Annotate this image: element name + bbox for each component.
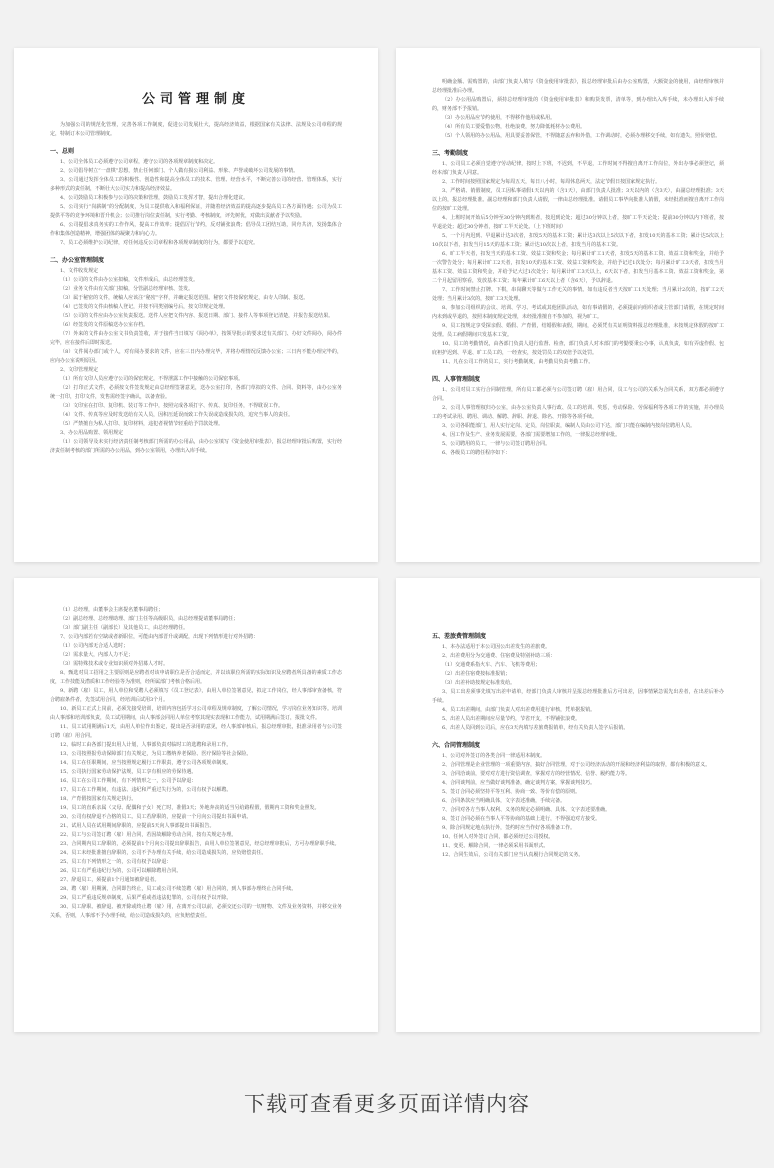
- list-item: 21、试用人员在试用期间辞职的，应提前5天向人事部提出书面报告。: [60, 823, 215, 829]
- download-caption[interactable]: 下载可查看更多页面详情内容: [244, 1092, 530, 1116]
- contract-rules-list: [432, 752, 724, 860]
- list-item: 1、公司员工必须自觉遵守劳动纪律，按时上下班，不迟到，不早退，工作时间不得擅自离开工作岗位，外出办事必须登记，须经本部门负责人同意。: [432, 161, 724, 176]
- list-item: 1、公司对员工实行合同制管理，所有员工都必须与公司签订聘（雇）用合同，员工与公司的关系为合同关系，双方都必须遵守合同。: [432, 387, 724, 402]
- list-item: 6、旷工半天者，扣发当天的基本工资、效益工资和奖金；每月累计旷工1天者，扣发5天的基本工资、效益工资和奖金，并给予一次警告处分；每月累计旷工2天者，扣发10天的基本工资、效益工资和奖金，并给予记过1次处分；每月累计旷工3天者，扣发当月基本工资、效益工资和奖金，并给予记大过1次处分；每月累计旷工3天以上，6天以下者，扣发当月基本工资、效益工资和奖金，第二个月起留用察看，发放基本工资；每年累计旷工6天以上者（含6天），予以辞退。: [432, 251, 724, 284]
- document-page-4: [396, 578, 760, 1032]
- list-item: 4、公司鼓励员工积极参与公司的决策和管理，鼓励员工发挥才智，提出合理化建议。: [60, 195, 249, 201]
- list-item: （2）出差住宿费按标准报销；: [442, 671, 511, 677]
- list-item: 2、合同管理是企业管理的一项重要内容，搞好合同管理，对于公司经济活动的开展和经济利益的取得，都有积极的意义。: [442, 762, 711, 768]
- list-item: 9、员工按规定享受探亲假、婚假、产育假，结婚假和丧假，期间，必须凭有关证明资料报总经理批准，未按规定休假的按旷工处理。员工病假期间只发基本工资。: [432, 323, 724, 338]
- section-heading-attendance: 三、考勤制度: [432, 150, 469, 157]
- list-item: 26、员工有严重违纪行为的，公司可以解除聘用合同。: [60, 868, 182, 874]
- list-item: 2、公司倡导树立“一盘棋”思想，禁止任何部门、个人做有损公司利益、形象、声誉或破坏公司发展的事情。: [60, 168, 299, 174]
- list-item: 6、公司提倡求真务实的工作作风，提高工作效率；提倡厉行节约，反对铺张浪费；倡导员工团结互助，同舟共济，发扬集体合作和集体创造精神，增强团体的凝聚力和向心力。: [50, 222, 342, 237]
- list-item: 8、签订合同必须在当事人平等协商的基础上进行，不得强迫对方接受。: [442, 816, 601, 822]
- list-item: 6、出差人员回到公司后，应在3天内填写差旅费报销单，经有关负责人签字后报销。: [442, 725, 629, 731]
- document-title: 公司管理制度: [141, 92, 250, 107]
- list-item: 9、除合同规定地点执行外，签约时应当作好各项准备工作。: [442, 825, 576, 831]
- document-page-3: [14, 578, 378, 1032]
- section-heading-office: 二、办公室管理制度: [50, 257, 105, 264]
- list-item: （2）副总经理、总经理助理、部门主任等高级职员，由总经理提请董事局聘任；: [60, 616, 239, 622]
- list-item: 5、出差人员出差期间应尽量节约，节省开支，不得铺张浪费。: [442, 716, 581, 722]
- list-item: 11、员工试用期满后1天，由用人单位作出鉴定，提出是否录用的意见，经人事部审核后，报总经理审批，批准录用者与公司签订聘（雇）用合同。: [50, 724, 342, 739]
- list-item: 22、员工与公司签订聘（雇）用合同，若因故解除劳动合同，按有关规定办理。: [60, 832, 237, 838]
- document-page-2: [396, 48, 760, 562]
- list-item: 12、临时工由各部门提出用人计划，人事部负责对临时工的选聘和录用工作。: [60, 742, 232, 748]
- list-item: 23、合同期内员工辞职的，必须提前1个月向公司提出辞职报告，由用人单位签署意见，经总经理审批后，方可办理辞职手续。: [60, 841, 340, 847]
- list-item: 明确金额、需购置的，由部门负责人填写《资金使用审批表》，报总经理审批后由办公室购置，大额资金的使用，由经理审核并总经理批准后办理。: [432, 79, 724, 94]
- list-item: （1）公司领导及未实行经济责任制考核部门所需的办公用品，由办公室填写《资金使用审批表》，报总经理审批后购置，实行经济责任制考核的部门所需的办公用品，到办公室领用，办理出入库手续。: [50, 439, 342, 454]
- subsection-heading: 1、文件收发规定: [60, 268, 99, 274]
- list-item: （3）文印室在打印、复印机、装订等工作中，按照完成各项打字、传真、复印任务，不得耽误工作。: [60, 403, 284, 409]
- general-provisions-list: [50, 158, 342, 248]
- list-item: 4、因工作及生产、业务发展需要，各部门需要增加工作的，一律报总经理审批。: [442, 432, 621, 438]
- list-item: （6）经签发的文件原稿送办公室存档。: [60, 322, 149, 328]
- list-item: （4）已签发的文件由核稿人登记，并按不同类别编号后，按文印规定处理。: [60, 304, 229, 310]
- list-item: 1、本办法适用于本公司因公出差发生的差旅费。: [442, 644, 551, 650]
- list-item: （1）所有文印人员应遵守公司的保密规定，不得泄露工作中接触的公司保密事项。: [60, 376, 244, 382]
- list-item: 12、合同生效后，公司有关部门应当认真履行合同规定的义务。: [442, 852, 584, 858]
- list-item: （3）属于秘密的文件，统稿人应该注“秘密”字样，并确定报送范围。秘密文件按保密规定，由专人印制、报送。: [60, 295, 309, 301]
- list-item: （2）业务文件由有关部门拟稿，分管副总经理审核、签发。: [60, 286, 194, 292]
- list-item: 25、员工有下列情形之一的，公司有权予以辞退：: [60, 859, 172, 865]
- list-item: （3）需特殊技术或专业知识须对外招募人才时。: [60, 661, 169, 667]
- list-item: 6、合同条款应当明确具体，文字表述准确，手续完备。: [442, 798, 566, 804]
- list-item: （2）办公用品购置后，须持总经理审批的《资金使用审批表》和购货发票，清单等，到办理出入库手续，未办理出入库手续的，财务部不予报销。: [432, 97, 724, 112]
- list-item: 4、上班时间开始后5分钟至30分钟内到班者，按迟到论处；超过30分钟以上者，按旷工半天论处；提前30分钟以内下班者，按早退论处；超过30分钟者，按旷工半天论处。（上下班时间）: [432, 215, 724, 230]
- list-item: 10、员工的考勤情况，由各部门负责人进行监督、检查，部门负责人对本部门的考勤要秉公办事，认真负责，如有弄虚作假、包庇袒护迟到、早退、旷工员工的，一经查实，按处罚员工的双倍予以处罚。: [432, 341, 724, 356]
- list-item: 8、参加公司组织的会议、培训、学习、考试或其他团队活动，如有事请假的，必须提前向组织者或主管部门请假，在规定时间内未到或早退的，按照本制度规定处理，未经批准擅自不参加的，视为旷工。: [432, 305, 724, 320]
- list-item: 4、合同谈判前，应当做好谈判准备，确定谈判方案，掌握谈判技巧。: [442, 780, 596, 786]
- list-item: 27、辞退员工，须提前1个月通知被辞退者。: [60, 877, 160, 883]
- list-item: 30、员工辞职、被辞退、被开除或终止聘（雇）用，在离开公司以前，必须交还公司的一切财物、文件及业务资料，并移交业务关系，否则，人事部不予办理手续，给公司造成损失的，应负赔偿责任。: [50, 904, 342, 919]
- list-item: （3）出差补助按规定标准发给。: [442, 680, 516, 686]
- list-item: 17、员工在工作期间，有违法、违纪和严重过失行为的，公司有权予以解聘。: [60, 787, 232, 793]
- list-item: （1）总经理，由董事会主席提名董事局聘任；: [60, 607, 164, 613]
- list-item: 20、公司有权辞退不合格的员工。员工若辞职的，应提前一个月向公司提出书面申请。: [60, 814, 252, 820]
- list-item: 19、员工的直系亲属（父母、配偶和子女）死亡时，准假3天；外地奔丧的适当另给路程假，假期内工资和奖金照发。: [60, 805, 320, 811]
- list-item: 1、公司对外签订的各类合同一律适用本制度。: [442, 753, 546, 759]
- list-item: 5、公司聘用的员工，一律与公司签订聘用合同。: [442, 441, 551, 447]
- intro-paragraph: 为加强公司的规范化管理，完善各项工作制度，促进公司发展壮大，提高经济效益，根据国家有关法律、法规及公司章程的规定，特制订本公司管理制度。: [50, 122, 342, 137]
- list-item: 2、出差费用分为交通费、住宿费及特别补助三项：: [442, 653, 556, 659]
- list-item: 5、一个月内迟到、早退累计达3次者，扣发5天的基本工资；累计达3次以上5次以下者，扣发10天的基本工资；累计达5次以上10次以下者，扣发当月15天的基本工资；累计达10次以上者，扣发当月的基本工资。: [432, 233, 724, 248]
- list-item: 3、严格请、销假制度，员工因私事请假1天以内的（含1天），由部门负责人批准；3天以内的（含3天），由副总经理批准；3天以上的，报总经理批准。副总经理和部门负责人请假，一律由总经理批准。请假员工事毕向批准人销假，未经批准而擅自离开工作岗位的按旷工处理。: [432, 188, 724, 212]
- list-item: 5、签订合同必须坚持平等互利、协商一致、等价有偿的原则。: [442, 789, 581, 795]
- list-item: 10、任何人对外签订合同，都必须经过公司授权。: [442, 834, 554, 840]
- list-item: 7、公司内部若有空缺或者新职位，可能由内部晋升或调配，出现下列情形进行对外招聘：: [60, 634, 259, 640]
- section-heading-contract: 六、合同管理制度: [432, 742, 481, 749]
- list-item: （5）个人领用的办公用品，用具要妥善保管，不得随意丢弃和外借，工作调动时，必须办理移交手续，如有遗失，照价赔偿。: [442, 133, 721, 139]
- personnel-rules-continued-list: [50, 606, 342, 921]
- list-item: （4）文件、传真等应及时发送给有关人员，因积压延误而致工作失误或造成损失的，追究当事人的责任。: [60, 412, 294, 418]
- list-item: 3、公司各职能部门，用人实行定岗、定员，岗位职责，编制人员由公司下达，部门只能在编制内按岗位聘用人员。: [442, 423, 696, 429]
- list-item: 1、公司全体员工必须遵守公司章程，遵守公司的各项规章制度和决定。: [60, 159, 219, 165]
- attendance-rules-list: [432, 160, 724, 367]
- section-heading-travel: 五、差旅费管理制度: [432, 633, 487, 640]
- list-item: 24、员工未经批准擅自辞职的，公司不予办理有关手续，给公司造成损失的，应负赔偿责任。: [60, 850, 267, 856]
- list-item: 16、员工在公司工作期间，有下列情形之一，公司予以辞退：: [60, 778, 197, 784]
- list-item: 4、员工出差期间，由部门负责人对出差费用进行审核，凭单据报销。: [442, 707, 596, 713]
- list-item: 7、合同对各方当事人权利、义务的规定必须明确、具体、文字表述要准确。: [442, 807, 611, 813]
- personnel-rules-list: [432, 386, 724, 458]
- list-item: （7）外来的文件由办公室文书负责签收，并于接件当日填写《阅办单》，按领导批示的要求送有关部门、办好文件阅办，阅办件完毕，应在接件后即时报送。: [50, 331, 342, 346]
- list-item: 5、公司实行“岗薪制”的分配制度，为员工提供收入和福利保证，并随着经济效益的提高逐步提高员工各方面待遇；公司为员工提供平等的竞争环境和晋升机会；公司推行岗位责任制，实行考勤、考核制度，评先树优，对做出贡献者予以奖励。: [50, 204, 342, 219]
- list-item: （1）交通费系指火车、汽车、飞机等费用；: [442, 662, 541, 668]
- list-item: （5）严禁擅自为私人打印、复印材料，违犯者视情节轻重给予罚款处理。: [60, 421, 224, 427]
- list-item: 9、新聘（雇）员工，用人单位和受聘人必须填写《员工登记表》，由用人单位签署意见，拟定工作岗位，经人事部审查备核，符合聘雇条件者，先签试用合同，经培训后试用3个月。: [50, 688, 342, 703]
- list-item: 2、公司人事管理权归办公室，由办公室负责人事行政、员工的培训、奖惩，劳动保险、劳保福利等各项工作的实施，并办理员工的考试录用、聘用、调动、解聘、辞职、辞退、除名、开除等各项手续。: [432, 405, 724, 420]
- list-item: 28、聘（雇）用期满，合同即告终止，员工或公司不续签聘（雇）用合同的，到人事部办理终止合同手续。: [60, 886, 297, 892]
- list-item: （3）办公用品应节约使用，不得移作他用或私用。: [442, 115, 556, 121]
- list-item: 3、办公用品购置、领用规定: [60, 430, 124, 436]
- list-item: 3、员工出差须事先填写出差申请单，经部门负责人审核并呈报总经理批准后方可出差，因事情紧急需先出差者，在出差后补办手续。: [432, 689, 724, 704]
- list-item: 18、产育假按国家有关规定执行。: [60, 796, 137, 802]
- list-item: 2、文印管理规定: [60, 367, 99, 373]
- list-item: 10、新员工正式上岗前，必须先接受培训，培训内容包括学习公司章程及规章制度，了解公司情况，学习岗位业务知识等。培训由人事部和培训部负责，员工试用期间，由人事部会同用人单位考察其现实表现和工作能力，试用期满后签订，报批文件。: [50, 706, 342, 721]
- list-item: 7、工作时间禁止打牌、下棋，串岗聊天等做与工作无关的事情。如有违反者当天按旷工1天处理；当月累计2次的，按旷工2天处理；当月累计3次的，按旷工3天处理。: [432, 287, 724, 302]
- list-item: （2）打印正式文件，必须按文件签发规定由总经理签署意见，送办公室打印，各部门草拟的文件、合同、资料等，由办公室务统一打印，打印文件，发售需经签字确认，以备查验。: [50, 385, 342, 400]
- list-item: （4）所有员工要爱惜公物，杜绝浪费，努力降低耗材办公费用。: [442, 124, 586, 130]
- list-item: （1）公司的文件由办公室拟稿，文件形成后，由总经理签发。: [60, 277, 199, 283]
- section-heading-general: 一、总则: [50, 148, 75, 155]
- list-item: （2）需求量大，内部人力不足；: [60, 652, 134, 658]
- section-heading-personnel: 四、人事管理制度: [432, 376, 481, 383]
- list-item: （1）公司内部无合适人选时；: [60, 643, 129, 649]
- list-item: 2、工作时间按照国家规定为每周五天，每日八小时，每周休息两天，法定节假日按国家规定执行。: [442, 179, 661, 185]
- list-item: （5）公司的文件应由办公室负责报送。送件人应把文件内容、报送日期、部门、接件人等事项登记清楚，并报告报送结果。: [60, 313, 334, 319]
- list-item: 3、公司通过发挥全体员工的积极性、创造性和提高全体员工的技术、管理、经营水平，不断完善公司的经营、管理体系，实行多种形式的责任制，不断壮大公司实力和提高经济效益。: [50, 177, 342, 192]
- list-item: 11、变更、解除合同，一律必须采用书面形式。: [442, 843, 549, 849]
- list-item: 11、凡在公司工作的员工，实行考勤制度，由考勤员负责考勤工作。: [442, 359, 594, 365]
- office-supplies-list: [432, 78, 724, 141]
- list-item: 15、公司执行国家劳动保护法规，员工享有相应的劳保待遇。: [60, 769, 197, 775]
- list-item: 7、员工必须维护公司纪律，对任何违反公司章程和各项规章制度的行为，都要予以追究。: [60, 240, 259, 246]
- list-item: 6、各级员工的聘任程序如下：: [442, 450, 511, 456]
- travel-expense-rules-list: [432, 643, 724, 733]
- document-page-1: [14, 48, 378, 562]
- list-item: 13、公司按照报劳动保障部门有关规定，为员工缴纳养老保险、医疗保险等社会保险。: [60, 751, 252, 757]
- list-item: 8、甄选对员工招用之主要原则是应聘者对该申请职位是否合适而定，并以该职位所需的实际知识及应聘者所具备的素质工作态度，工作技能及潜质和工作经验等为准则，经所属部门考核合格后用。: [50, 670, 342, 685]
- list-item: （8）文件阅办部门或个人，对有阅办要求的文件，应在三日内办理完毕，并将办理情况反馈办公室；三日内不能办理完毕的，应向办公室说明原因。: [50, 349, 342, 364]
- list-item: 29、员工严重违反规章制度，后果严重或者违法犯罪的，公司有权予以开除。: [60, 895, 232, 901]
- list-item: （3）部门副主任（副部长）及其他员工，由总经理聘任。: [60, 625, 189, 631]
- list-item: 3、合同洽谈前，要对对方进行资信调查，掌握对方的经营情况、信誉、履约能力等。: [442, 771, 631, 777]
- office-rules-list: [50, 276, 342, 456]
- list-item: 14、员工在任职期间，应当按照规定履行工作职责，遵守公司各项规章制度。: [60, 760, 232, 766]
